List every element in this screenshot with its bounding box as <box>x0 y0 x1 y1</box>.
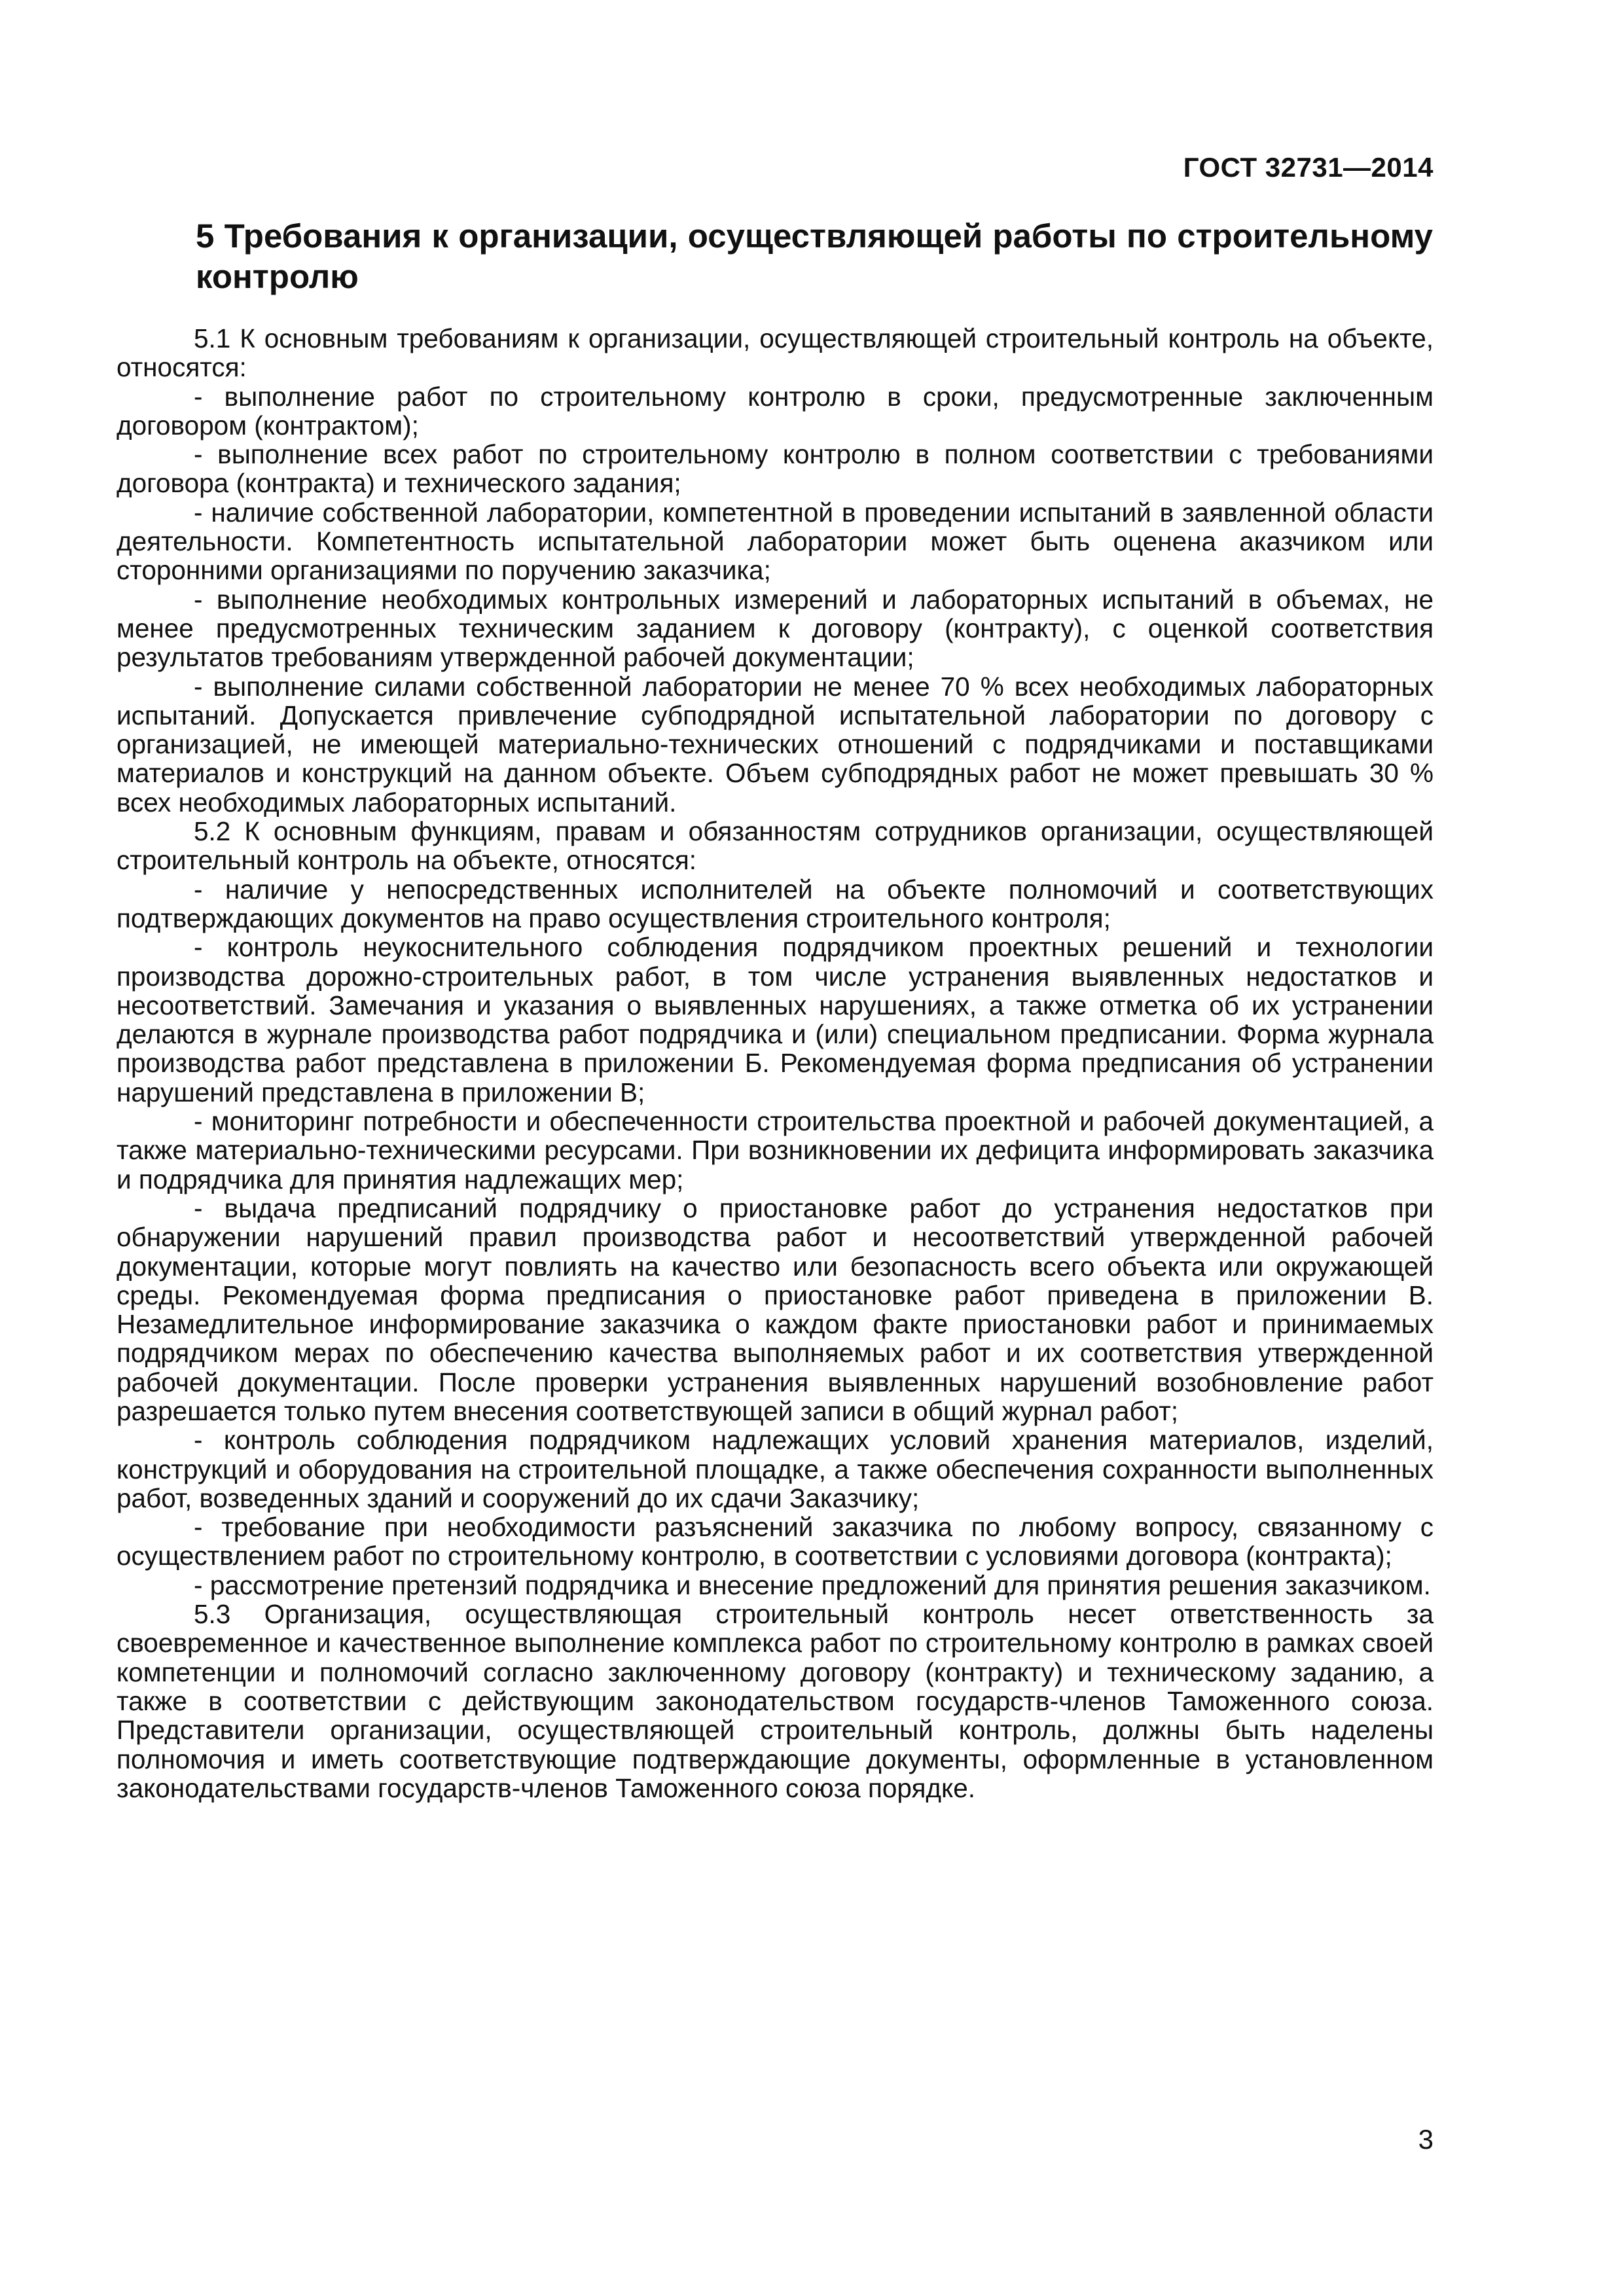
clause-5-3: 5.3 Организация, осуществляющая строительный контроль несет ответственность за своевременное и качественное выполнение комплекса работ по строительному контролю в рамках своей компетенции и полномочий согласно заключенному договору (контракту) и техническому заданию, а также в соответствии с действующим законодательством государств-членов Таможенного союза. Представители организации, осуществляющей строительный контроль, должны быть наделены полномочия и иметь соответствующие подтверждающие документы, оформленные в установленном законодательствами государств-членов Таможенного союза порядке. <box>117 1599 1434 1803</box>
list-item: - выдача предписаний подрядчику о приостановке работ до устранения недостатков при обнаружении нарушений правил производства работ и несоответствий утвержденной рабочей документации, которые могут повлиять на качество или безопасность всего объекта или окружающей среды. Рекомендуемая форма предписания о приостановке работ приведена в приложении В. Незамедлительное информирование заказчика о каждом факте приостановки работ и принимаемых подрядчиком мерах по обеспечению качества выполняемых работ и их соответствия утвержденной рабочей документации. После проверки устранения выявленных нарушений возобновление работ разрешается только путем внесения соответствующей записи в общий журнал работ; <box>117 1193 1434 1426</box>
standard-code-header: ГОСТ 32731—2014 <box>1183 152 1434 183</box>
list-item: - выполнение необходимых контрольных измерений и лабораторных испытаний в объемах, не менее предусмотренных техническим заданием к договору (контракту), с оценкой соответствия результатов требованиям утвержденной рабочей документации; <box>117 584 1434 673</box>
section-title: 5 Требования к организации, осуществляющей работы по строительному контролю <box>196 217 1433 295</box>
section-body <box>117 324 1434 1803</box>
list-item: - контроль соблюдения подрядчиком надлежащих условий хранения материалов, изделий, конструкций и оборудования на строительной площадке, а также обеспечения сохранности выполненных работ, возведенных зданий и сооружений до их сдачи Заказчику; <box>117 1425 1434 1513</box>
list-item: - наличие у непосредственных исполнителей на объекте полномочий и соответствующих подтверждающих документов на право осуществления строительного контроля; <box>117 874 1434 933</box>
clause-5-2-intro: 5.2 К основным функциям, правам и обязанностям сотрудников организации, осуществляющей строительный контроль на объекте, относятся: <box>117 816 1434 876</box>
list-item: - наличие собственной лаборатории, компетентной в проведении испытаний в заявленной области деятельности. Компетентность испытательной лаборатории может быть оценена аказчиком или сторонними организациями по поручению заказчика; <box>117 497 1434 586</box>
list-item: - выполнение всех работ по строительному контролю в полном соответствии с требованиями договора (контракта) и технического задания; <box>117 439 1434 499</box>
page-number: 3 <box>1418 2124 1434 2155</box>
list-item: - рассмотрение претензий подрядчика и внесение предложений для принятия решения заказчиком. <box>194 1570 1431 1600</box>
list-item: - мониторинг потребности и обеспеченности строительства проектной и рабочей документацией, а также материально-техническими ресурсами. При возникновении их дефицита информировать заказчика и подрядчика для принятия надлежащих мер; <box>117 1106 1434 1194</box>
list-item: - выполнение силами собственной лаборатории не менее 70 % всех необходимых лабораторных испытаний. Допускается привлечение субподрядной испытательной лаборатории по договору с организацией, не имеющей материально-технических отношений с подрядчиками и поставщиками материалов и конструкций на данном объекте. Объем субподрядных работ не может превышать 30 % всех необходимых лабораторных испытаний. <box>117 671 1434 817</box>
list-item: - контроль неукоснительного соблюдения подрядчиком проектных решений и технологии производства дорожно-строительных работ, в том числе устранения выявленных недостатков и несоответствий. Замечания и указания о выявленных нарушениях, а также отметка об их устранении делаются в журнале производства работ подрядчика и (или) специальном предписании. Форма журнала производства работ представлена в приложении Б. Рекомендуемая форма предписания об устранении нарушений представлена в приложении В; <box>117 932 1434 1107</box>
clause-5-1-intro: 5.1 К основным требованиям к организации, осуществляющей строительный контроль на объекте, относятся: <box>117 323 1434 383</box>
list-item: - выполнение работ по строительному контролю в сроки, предусмотренные заключенным договором (контрактом); <box>117 381 1434 440</box>
list-item: - требование при необходимости разъяснений заказчика по любому вопросу, связанному с осуществлением работ по строительному контролю, в соответствии с условиями договора (контракта); <box>117 1512 1434 1571</box>
